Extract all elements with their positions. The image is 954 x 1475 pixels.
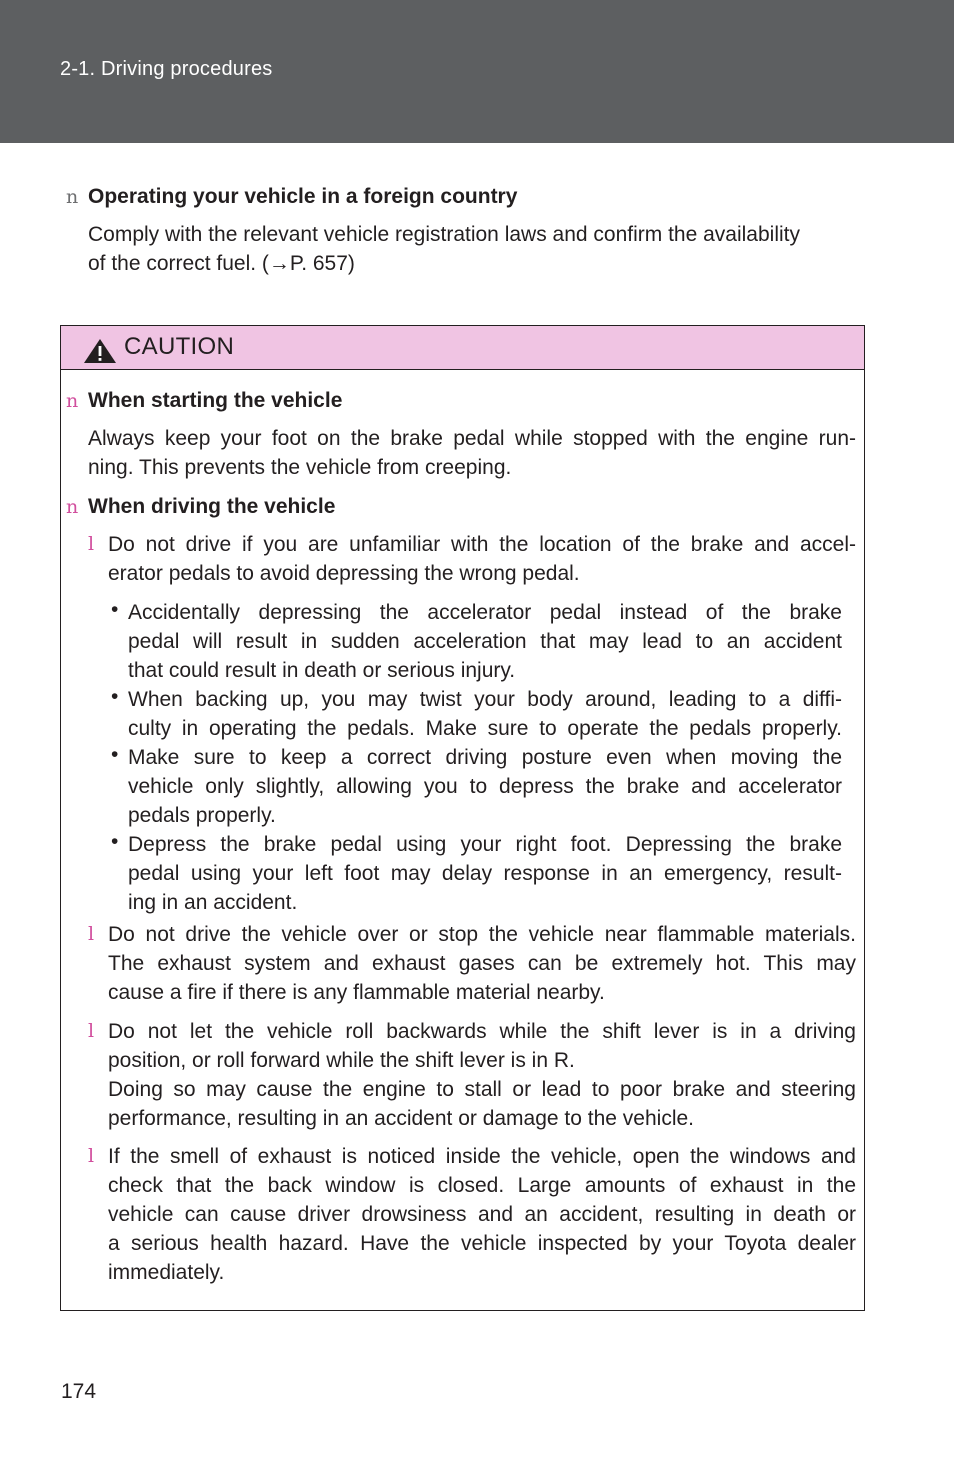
list-marker: l <box>88 1145 95 1167</box>
intro-title: Operating your vehicle in a foreign country <box>88 185 518 208</box>
list-item-line: The exhaust system and exhaust gases can be extremely hot. This may <box>108 952 856 975</box>
list-item-line: cause a fire if there is any flammable material nearby. <box>108 981 605 1004</box>
list-marker: l <box>88 1020 95 1042</box>
sub-bullet-line: that could result in death or serious injury. <box>128 659 516 682</box>
sub-bullet-dot: • <box>111 685 119 708</box>
sub-bullet-line: Depress the brake pedal using your right foot. Depressing the brake <box>128 833 842 856</box>
caution-label: CAUTION <box>124 333 235 360</box>
sub-bullet-line: When backing up, you may twist your body around, leading to a diffi- <box>128 688 842 711</box>
sub-bullet-line: pedal using your left foot may delay response in an emergency, result- <box>128 862 842 885</box>
page-number: 174 <box>61 1380 97 1403</box>
sub-bullet-line: Make sure to keep a correct driving posture even when moving the <box>128 746 842 769</box>
list-item-line: If the smell of exhaust is noticed inside the vehicle, open the windows and <box>108 1145 856 1168</box>
list-item-line: position, or roll forward while the shift lever is in R. <box>108 1049 575 1072</box>
list-item-line: a serious health hazard. Have the vehicle inspected by your Toyota dealer <box>108 1232 856 1255</box>
sub-bullet-line: culty in operating the pedals. Make sure to operate the pedals properly. <box>128 717 842 740</box>
intro-line: Comply with the relevant vehicle registration laws and confirm the availability <box>88 223 800 246</box>
sub-bullet-dot: • <box>111 598 119 621</box>
list-marker: l <box>88 533 95 555</box>
sub-bullet-line: vehicle only slightly, allowing you to depress the brake and accelerator <box>128 775 842 798</box>
list-item-line: vehicle can cause driver drowsiness and an accident, resulting in death or <box>108 1203 856 1226</box>
section-header: 2-1. Driving procedures <box>60 58 273 80</box>
header-band <box>0 0 954 143</box>
list-item-line: Do not drive if you are unfamiliar with the location of the brake and accel- <box>108 533 856 556</box>
sub-bullet-dot: • <box>111 743 119 766</box>
list-marker: l <box>88 923 95 945</box>
warning-triangle-icon <box>83 338 117 364</box>
section-title-starting: When starting the vehicle <box>88 389 343 412</box>
paragraph-line: Always keep your foot on the brake pedal while stopped with the engine run- <box>88 427 856 450</box>
sub-bullet-line: pedals properly. <box>128 804 276 827</box>
section-marker: n <box>66 186 79 208</box>
list-item-line: Doing so may cause the engine to stall or lead to poor brake and steering <box>108 1078 856 1101</box>
sub-bullet-line: ing in an accident. <box>128 891 298 914</box>
intro-line: of the correct fuel. (→P. 657) <box>88 252 355 275</box>
section-marker: n <box>66 390 79 412</box>
list-item-line: Do not drive the vehicle over or stop the vehicle near flammable materials. <box>108 923 856 946</box>
list-item-line: Do not let the vehicle roll backwards while the shift lever is in a driving <box>108 1020 856 1043</box>
section-marker: n <box>66 496 79 518</box>
sub-bullet-line: pedal will result in sudden acceleration that may lead to an accident <box>128 630 842 653</box>
sub-bullet-dot: • <box>111 830 119 853</box>
list-item-line: performance, resulting in an accident or damage to the vehicle. <box>108 1107 695 1130</box>
list-item-line: erator pedals to avoid depressing the wrong pedal. <box>108 562 580 585</box>
sub-bullet-line: Accidentally depressing the accelerator pedal instead of the brake <box>128 601 842 624</box>
caution-header <box>61 326 864 370</box>
section-title-driving: When driving the vehicle <box>88 495 336 518</box>
list-item-line: immediately. <box>108 1261 225 1284</box>
list-item-line: check that the back window is closed. Large amounts of exhaust in the <box>108 1174 856 1197</box>
paragraph-line: ning. This prevents the vehicle from creeping. <box>88 456 512 479</box>
